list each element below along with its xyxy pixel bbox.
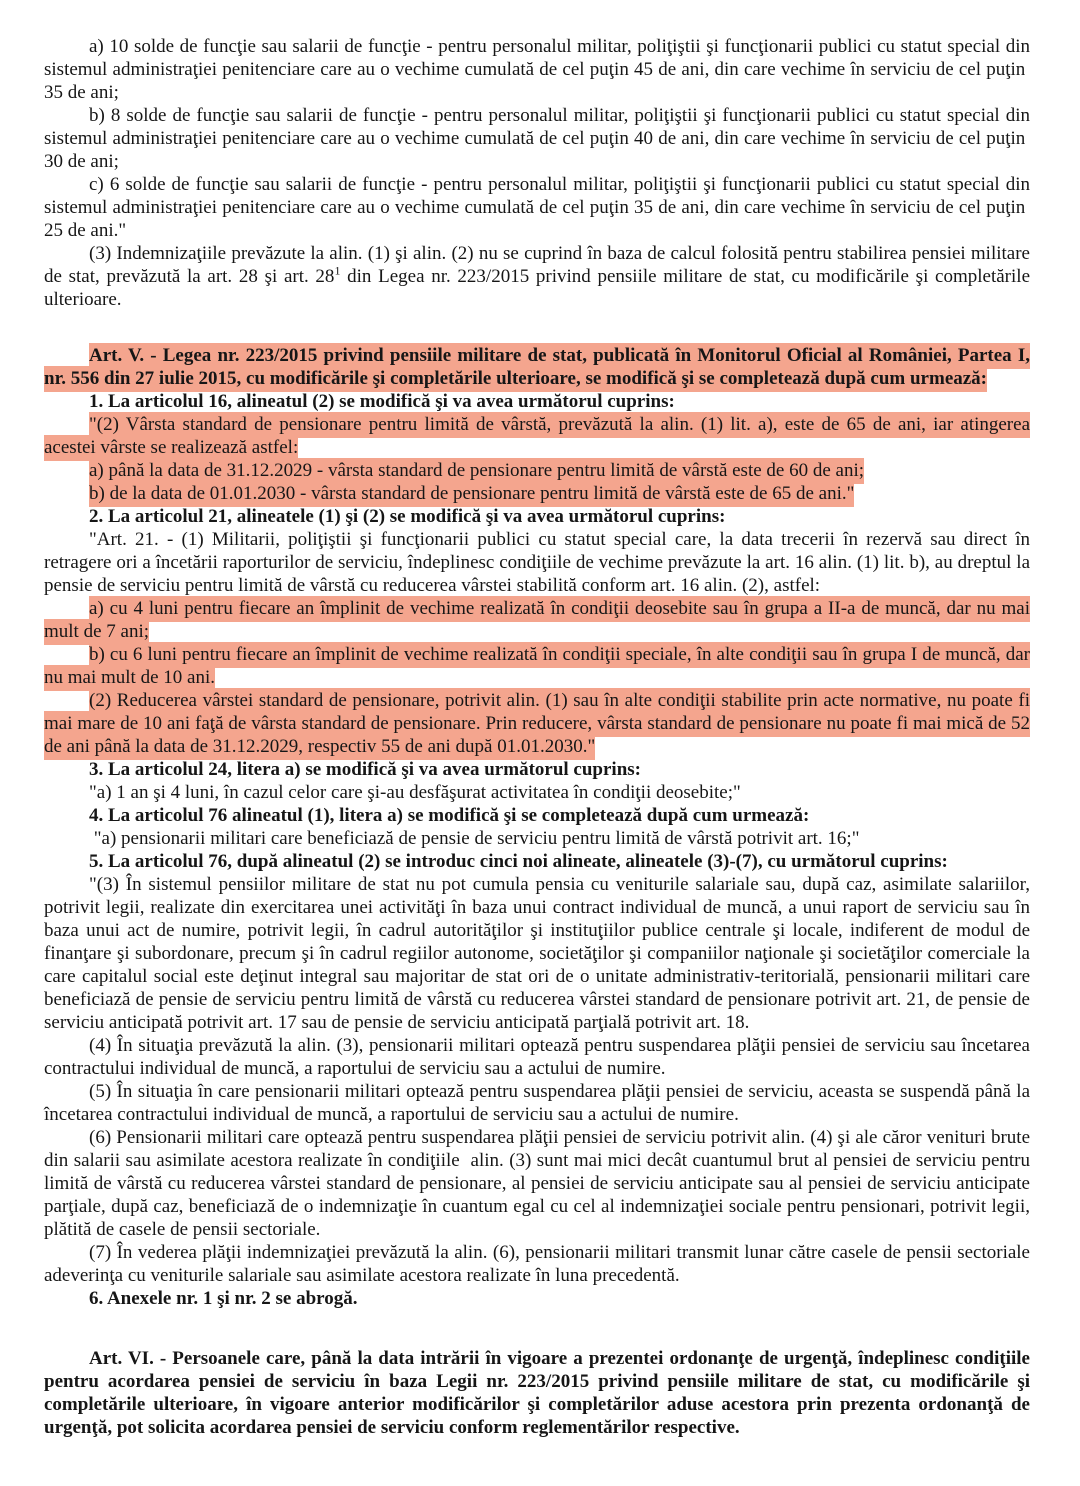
point-5-heading: 5. La articolul 76, după alineatul (2) se introduc cinci noi alineate, alineatele (3)-(7), cu următorul cuprins: <box>89 851 948 872</box>
highlighted-text: a) cu 4 luni pentru fiecare an împlinit de vechime realizată în condiţii deosebite sau în grupa a II-a de muncă, dar nu mai mult de 7 ani; <box>44 596 1030 645</box>
alin-3-text-pre: (3) Indemnizaţiile prevăzute la alin. (1) şi alin. (2) nu se cuprind în baza de calcul folosită pentru stabilirea pensiei militare de stat, prevăzută la art. 28 şi art. 28 <box>44 243 1030 287</box>
point-6-heading: 6. Anexele nr. 1 şi nr. 2 se abrogă. <box>89 1288 358 1309</box>
list-item-a-10-solde: a) 10 solde de funcţie sau salarii de funcţie - pentru personalul militar, poliţiştii şi funcţionarii publici cu statut special din sistemul administraţiei penitenciare care au o vechime cumulată de cel puţin 45 de ani, din care vechime în serviciu de cel puţin 35 de ani; <box>44 36 1030 103</box>
art-21-alin-1: "Art. 21. - (1) Militarii, poliţiştii şi funcţionarii publici cu statut special care, la data trecerii în rezervă sau direct în retragere ori a încetării raporturilor de serviciu, îndeplinesc condiţiile de vechime prevăzute la art. 16 alin. (1) lit. b), au dreptul la pensie de serviciu pentru limită de vârstă cu reducerea vârstei stabilită conform art. 16 alin. (2), astfel: <box>44 529 1030 596</box>
lit-a-1-an-4-luni: "a) 1 an şi 4 luni, în cazul celor care şi-au desfăşurat activitatea în condiţii deosebite;" <box>89 782 741 803</box>
highlighted-text: b) cu 6 luni pentru fiecare an împlinit de vechime realizată în condiţii speciale, în alte condiţii sau în grupa I de muncă, dar nu mai mult de 10 ani. <box>44 642 1030 691</box>
lit-b-6-luni <box>44 643 1030 689</box>
art-v-heading <box>44 344 1030 390</box>
highlighted-text: a) până la data de 31.12.2029 - vârsta standard de pensionare pentru limită de vârstă este de 60 de ani; <box>89 458 864 484</box>
highlighted-text: (2) Reducerea vârstei standard de pensionare, potrivit alin. (1) sau în alte condiţii stabilite prin acte normative, nu poate fi mai mare de 10 ani faţă de vârsta standard de pensionare. Prin reducere, vârsta standard de pensionare nu poate fi mai mică de 52 de ani până la data de 31.12.2029, respectiv 55 de ani după 01.01.2030." <box>44 688 1030 760</box>
point-3-heading: 3. La articolul 24, litera a) se modifică şi va avea următorul cuprins: <box>89 759 641 780</box>
art-vi-paragraph: Art. VI. - Persoanele care, până la data intrării în vigoare a prezentei ordonanţe de urgenţă, îndeplinesc condiţiile pentru acordarea pensiei de serviciu în baza Legii nr. 223/2015 privind pensiile militare de stat, cu modificările şi completările ulterioare, în vigoare anterior modificărilor şi completărilor aduse acestora prin prezenta ordonanţă de urgenţă, pot solicita acordarea pensiei de serviciu conform reglementărilor respective. <box>44 1348 1030 1438</box>
point-2-heading: 2. La articolul 21, alineatele (1) şi (2) se modifică şi va avea următorul cuprins: <box>89 506 726 527</box>
list-item-b-8-solde: b) 8 solde de funcţie sau salarii de funcţie - pentru personalul militar, poliţiştii şi funcţionarii publici cu statut special din sistemul administraţiei penitenciare care au o vechime cumulată de cel puţin 40 de ani, din care vechime în serviciu de cel puţin 30 de ani; <box>44 105 1030 172</box>
alin-2-varsta-standard <box>44 413 1030 459</box>
list-item-c-6-solde: c) 6 solde de funcţie sau salarii de funcţie - pentru personalul militar, poliţiştii şi funcţionarii publici cu statut special din sistemul administraţiei penitenciare care au o vechime cumulată de cel puţin 35 de ani, din care vechime în serviciu de cel puţin 25 de ani." <box>44 174 1030 241</box>
lit-a-data-31-12-2029 <box>44 459 1030 482</box>
point-1-heading: 1. La articolul 16, alineatul (2) se modifică şi va avea următorul cuprins: <box>89 391 675 412</box>
highlighted-text: b) de la data de 01.01.2030 - vârsta standard de pensionare pentru limită de vârstă este de 65 de ani." <box>89 481 854 507</box>
highlighted-text: "(2) Vârsta standard de pensionare pentru limită de vârstă, prevăzută la alin. (1) lit. a), este de 65 de ani, iar atingerea acestei vârste se realizează astfel: <box>44 412 1030 461</box>
alin-6-indemnizatie: (6) Pensionarii militari care optează pentru suspendarea plăţii pensiei de serviciu potrivit alin. (4) şi ale căror venituri brute din salarii sau asimilate acestora realizate în condiţiile alin. (3) sunt mai mici decât cuantumul brut al pensiei de serviciu pentru limită de vârstă cu reducerea vârstei standard de pensionare, al pensiei de serviciu anticipate sau al pensiei de serviciu anticipate parţiale, după caz, beneficiază de o indemnizaţie în cuantum egal cu cel al indemnizaţiei sociale pentru pensionari, potrivit legii, plătită de casele de pensii sectoriale. <box>44 1127 1030 1240</box>
lit-a-pensionarii-militari: "a) pensionarii militari care beneficiază de pensie de serviciu pentru limită de vârstă potrivit art. 16;" <box>89 828 860 849</box>
alin-5-suspendare-plata: (5) În situaţia în care pensionarii militari optează pentru suspendarea plăţii pensiei de serviciu, aceasta se suspendă până la încetarea contractului individual de muncă, a raportului de serviciu sau a actului de numire. <box>44 1081 1030 1125</box>
alin-7-adeverinta: (7) În vederea plăţii indemnizaţiei prevăzută la alin. (6), pensionarii militari transmit lunar către casele de pensii sectoriale adeverinţa cu veniturile salariale sau asimilate acestora realizate în luna precedentă. <box>44 1242 1030 1286</box>
lit-a-4-luni <box>44 597 1030 643</box>
superscript-1: 1 <box>334 263 341 278</box>
alin-2-reducerea-varstei <box>44 689 1030 758</box>
alin-3-cumul-pensie: "(3) În sistemul pensiilor militare de stat nu pot cumula pensia cu veniturile salariale sau, după caz, asimilate salariilor, potrivit legii, realizate din exercitarea unei activităţi în baza unui contract individual de muncă, a unui raport de serviciu sau în baza unui act de numire, potrivit legii, în cadrul autorităţilor şi instituţiilor publice centrale şi locale, indiferent de modul de finanţare şi subordonare, precum şi în cadrul regiilor autonome, societăţilor şi companiilor naţionale şi societăţilor comerciale la care capitalul social este deţinut integral sau majoritar de stat ori de o unitate administrativ-teritorială, pensionarii militari care beneficiază de pensie de serviciu pentru limită de vârstă cu reducerea vârstei standard de pensionare potrivit art. 21, de pensie de serviciu anticipată potrivit art. 17 sau de pensie de serviciu anticipată parţială potrivit art. 18. <box>44 874 1030 1033</box>
lit-b-data-01-01-2030 <box>44 482 1030 505</box>
highlighted-text: Art. V. - Legea nr. 223/2015 privind pensiile militare de stat, publicată în Monitorul Oficial al României, Partea I, nr. 556 din 27 iulie 2015, cu modificările şi completările ulterioare, se modifică şi se completează după cum urmează: <box>44 343 1030 392</box>
alin-3-text-post: din Legea nr. 223/2015 privind pensiile militare de stat, cu modificările şi completările ulterioare. <box>44 266 1030 310</box>
alin-3-indemnizatii <box>44 242 1030 311</box>
alin-4-optare-suspendare: (4) În situaţia prevăzută la alin. (3), pensionarii militari optează pentru suspendarea plăţii pensiei de serviciu sau încetarea contractului individual de muncă, a raportului de serviciu sau a actului de numire. <box>44 1035 1030 1079</box>
point-4-heading: 4. La articolul 76 alineatul (1), litera a) se modifică şi se completează după cum urmează: <box>89 805 810 826</box>
